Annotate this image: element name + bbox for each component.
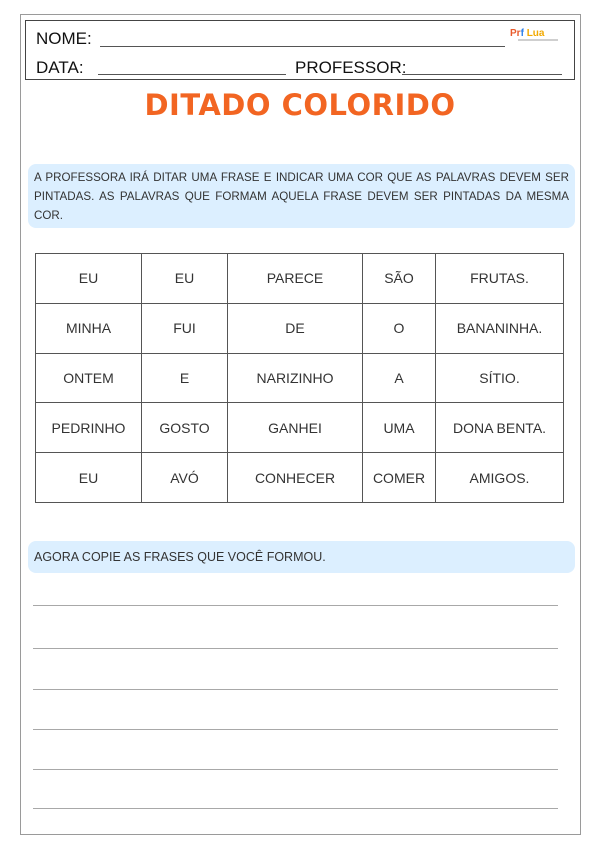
word-cell[interactable]: EU xyxy=(36,254,142,304)
writing-line-5[interactable] xyxy=(33,769,558,770)
word-cell[interactable]: EU xyxy=(142,254,228,304)
word-cell[interactable]: AVÓ xyxy=(142,453,228,503)
word-cell[interactable]: E xyxy=(142,353,228,403)
worksheet-title: DITADO COLORIDO xyxy=(144,88,456,122)
brand-logo: Prf Lua xyxy=(510,28,562,44)
grid-row xyxy=(36,453,564,503)
word-cell[interactable]: DONA BENTA. xyxy=(436,403,564,453)
word-cell[interactable]: PARECE xyxy=(228,254,363,304)
word-cell[interactable]: AMIGOS. xyxy=(436,453,564,503)
writing-line-3[interactable] xyxy=(33,689,558,690)
word-cell[interactable]: UMA xyxy=(363,403,436,453)
writing-line-4[interactable] xyxy=(33,729,558,730)
copy-instruction-box xyxy=(28,541,575,573)
grid-row xyxy=(36,254,564,304)
writing-line-2[interactable] xyxy=(33,648,558,649)
word-cell[interactable]: SÍTIO. xyxy=(436,353,564,403)
word-cell[interactable]: GANHEI xyxy=(228,403,363,453)
word-cell[interactable]: CONHECER xyxy=(228,453,363,503)
word-cell[interactable]: NARIZINHO xyxy=(228,353,363,403)
data-line[interactable] xyxy=(98,74,286,75)
grid-row xyxy=(36,403,564,453)
word-cell[interactable]: FUI xyxy=(142,303,228,353)
word-cell[interactable]: GOSTO xyxy=(142,403,228,453)
grid-row xyxy=(36,303,564,353)
word-cell[interactable]: COMER xyxy=(363,453,436,503)
word-cell[interactable]: O xyxy=(363,303,436,353)
word-cell[interactable]: PEDRINHO xyxy=(36,403,142,453)
professor-label: PROFESSOR: xyxy=(295,58,407,77)
word-cell[interactable]: BANANINHA. xyxy=(436,303,564,353)
grid-row xyxy=(36,353,564,403)
data-label: DATA: xyxy=(36,58,84,77)
word-cell[interactable]: FRUTAS. xyxy=(436,254,564,304)
word-cell[interactable]: EU xyxy=(36,453,142,503)
word-cell[interactable]: ONTEM xyxy=(36,353,142,403)
word-grid xyxy=(35,253,564,503)
copy-instruction-text: AGORA COPIE AS FRASES QUE VOCÊ FORMOU. xyxy=(34,550,326,564)
word-cell[interactable]: A xyxy=(363,353,436,403)
nome-line[interactable] xyxy=(100,46,505,47)
instruction-box xyxy=(28,164,575,228)
instruction-text: A PROFESSORA IRÁ DITAR UMA FRASE E INDICAR UMA COR QUE AS PALAVRAS DEVEM SER PINTADAS. AS PALAVRAS QUE FORMAM AQUELA FRASE DEVEM SER PINTADAS DA MESMA COR. xyxy=(34,171,569,222)
word-cell[interactable]: SÃO xyxy=(363,254,436,304)
nome-label: NOME: xyxy=(36,29,92,48)
professor-line[interactable] xyxy=(402,74,562,75)
word-cell[interactable]: DE xyxy=(228,303,363,353)
writing-line-1[interactable] xyxy=(33,605,558,606)
writing-line-6[interactable] xyxy=(33,808,558,809)
word-cell[interactable]: MINHA xyxy=(36,303,142,353)
